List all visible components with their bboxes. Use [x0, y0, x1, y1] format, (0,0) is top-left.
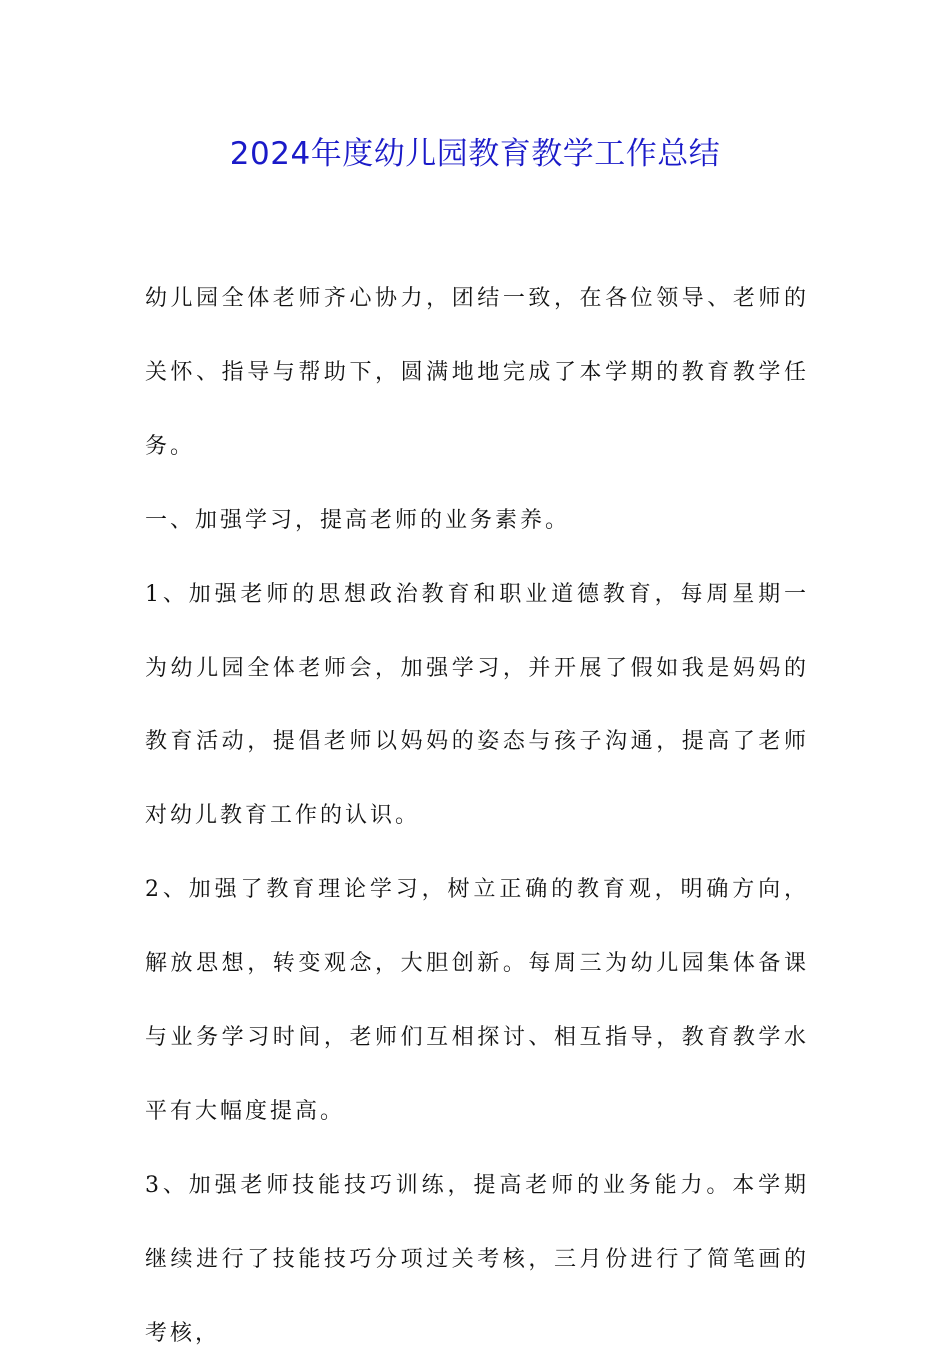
paragraph-item-1: 1、加强老师的思想政治教育和职业道德教育，每周星期一为幼儿园全体老师会，加强学习，并开展了假如我是妈妈的教育活动，提倡老师以妈妈的姿态与孩子沟通，提高了老师对幼儿教育工作的认识。	[145, 581, 809, 829]
document-title: 2024年度幼儿园教育教学工作总结	[229, 136, 721, 172]
document-body	[145, 262, 809, 1371]
paragraph-intro: 幼儿园全体老师齐心协力，团结一致，在各位领导、老师的关怀、指导与帮助下，圆满地地完成了本学期的教育教学任务。	[145, 286, 809, 459]
paragraph-item-3: 3、加强老师技能技巧训练，提高老师的业务能力。本学期继续进行了技能技巧分项过关考核，三月份进行了简笔画的考核，	[145, 1172, 809, 1346]
section-heading-1: 一、加强学习，提高老师的业务素养。	[145, 507, 571, 533]
paragraph-item-2: 2、加强了教育理论学习，树立正确的教育观，明确方向，解放思想，转变观念，大胆创新。每周三为幼儿园集体备课与业务学习时间，老师们互相探讨、相互指导，教育教学水平有大幅度提高。	[145, 877, 809, 1124]
